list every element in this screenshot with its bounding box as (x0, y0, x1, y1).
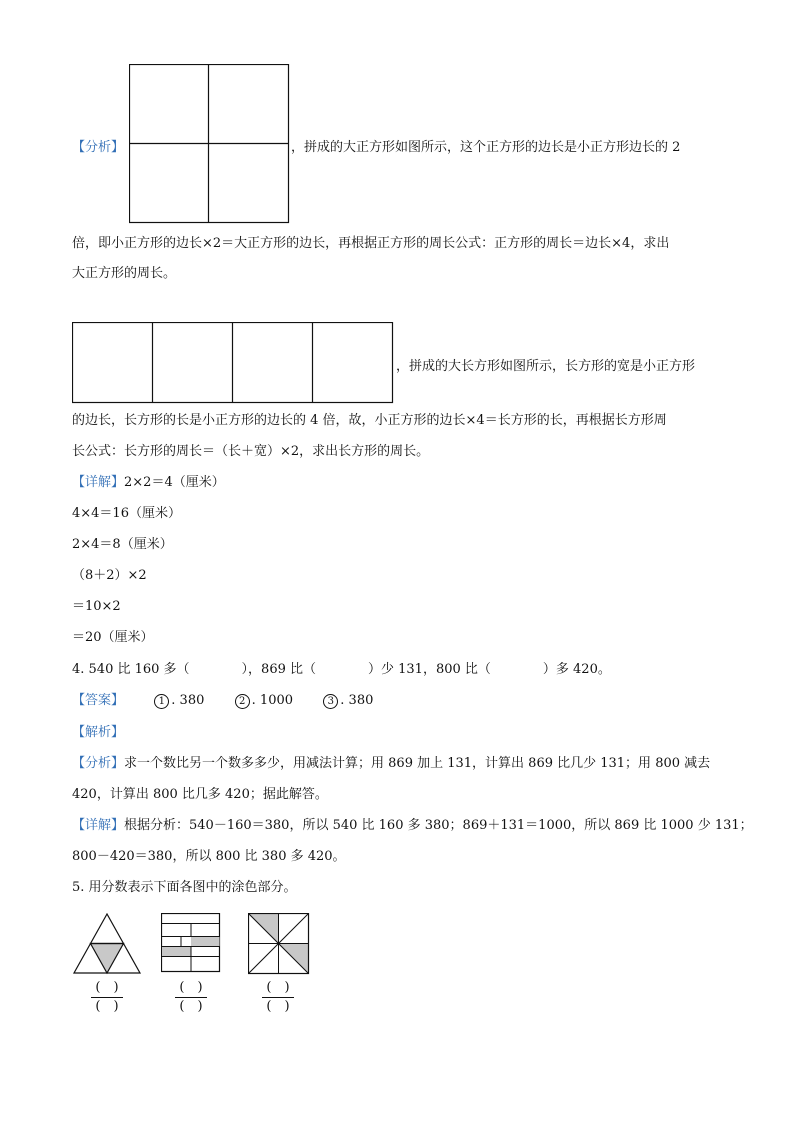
long-rectangle-figure (72, 322, 394, 404)
q4-detail-line1: 根据分析：540－160＝380，所以 540 比 160 多 380；869＋131＝1000，所以 869 比 1000 少 131； (124, 818, 753, 833)
fraction-blank[interactable] (87, 980, 127, 1015)
analysis2-line2: 的边长，长方形的长是小正方形的边长的 4 倍，故，小正方形的边长×4＝长方形的长，再根据长方形周 (72, 413, 667, 428)
triangle-figure (72, 913, 142, 975)
answer-label: 【答案】 (72, 693, 125, 708)
grid-figure (161, 913, 221, 973)
fraction-blank[interactable] (171, 980, 211, 1015)
fraction-blank[interactable] (258, 980, 298, 1015)
analysis1-line3: 大正方形的周长。 (72, 266, 177, 281)
answer-row (72, 693, 373, 709)
answer-value: . 380 (340, 693, 374, 708)
answer-number-badge: 2 (235, 694, 250, 709)
analysis1-text-right: ，拼成的大正方形如图所示，这个正方形的边长是小正方形边长的 2 (291, 140, 681, 155)
big-square-figure (129, 64, 291, 224)
q4-detail-line2: 800－420＝380，所以 800 比 380 多 420。 (72, 849, 346, 864)
square-star-figure (248, 913, 310, 975)
detail-label: 【详解】 (72, 475, 125, 490)
denominator-blank: ( ) (266, 999, 290, 1014)
detail-line: 4×4＝16（厘米） (72, 506, 181, 521)
answer-number-badge: 3 (323, 694, 338, 709)
denominator-blank: ( ) (95, 999, 119, 1014)
numerator-blank: ( ) (95, 980, 119, 995)
denominator-blank: ( ) (179, 999, 203, 1014)
q4-analysis-line2: 420，计算出 800 比几多 420；据此解答。 (72, 787, 328, 802)
detail-label: 【详解】 (72, 818, 125, 833)
numerator-blank: ( ) (266, 980, 290, 995)
fraction-bar (175, 997, 207, 998)
q4-analysis-line1: 求一个数比另一个数多多少，用减法计算；用 869 加上 131，计算出 869 比几少 131；用 800 减去 (124, 756, 711, 771)
answer-value: . 380 (171, 693, 205, 708)
jiexi-label: 【解析】 (72, 725, 125, 740)
fraction-bar (91, 997, 123, 998)
detail-line: ＝20（厘米） (72, 630, 154, 645)
analysis2-line3: 长公式：长方形的周长＝（长＋宽）×2，求出长方形的周长。 (72, 444, 430, 459)
analysis2-text-right: ，拼成的大长方形如图所示，长方形的宽是小正方形 (396, 359, 696, 374)
answer-number-badge: 1 (154, 694, 169, 709)
analysis-label: 【分析】 (72, 140, 125, 155)
detail-line: 2×4＝8（厘米） (72, 537, 173, 552)
question-4: 4. 540 比 160 多（ ），869 比（ ）少 131，800 比（ ）多 420。 (72, 662, 611, 677)
fraction-bar (262, 997, 294, 998)
answer-value: . 1000 (251, 693, 294, 708)
detail-line: ＝10×2 (72, 599, 121, 614)
analysis1-line2: 倍，即小正方形的边长×2＝大正方形的边长，再根据正方形的周长公式：正方形的周长＝边长×4，求出 (72, 236, 670, 251)
question-5: 5. 用分数表示下面各图中的涂色部分。 (72, 880, 297, 895)
detail-line: （8＋2）×2 (72, 568, 147, 583)
numerator-blank: ( ) (179, 980, 203, 995)
detail-line: 2×2＝4（厘米） (124, 475, 225, 490)
analysis-label: 【分析】 (72, 756, 125, 771)
